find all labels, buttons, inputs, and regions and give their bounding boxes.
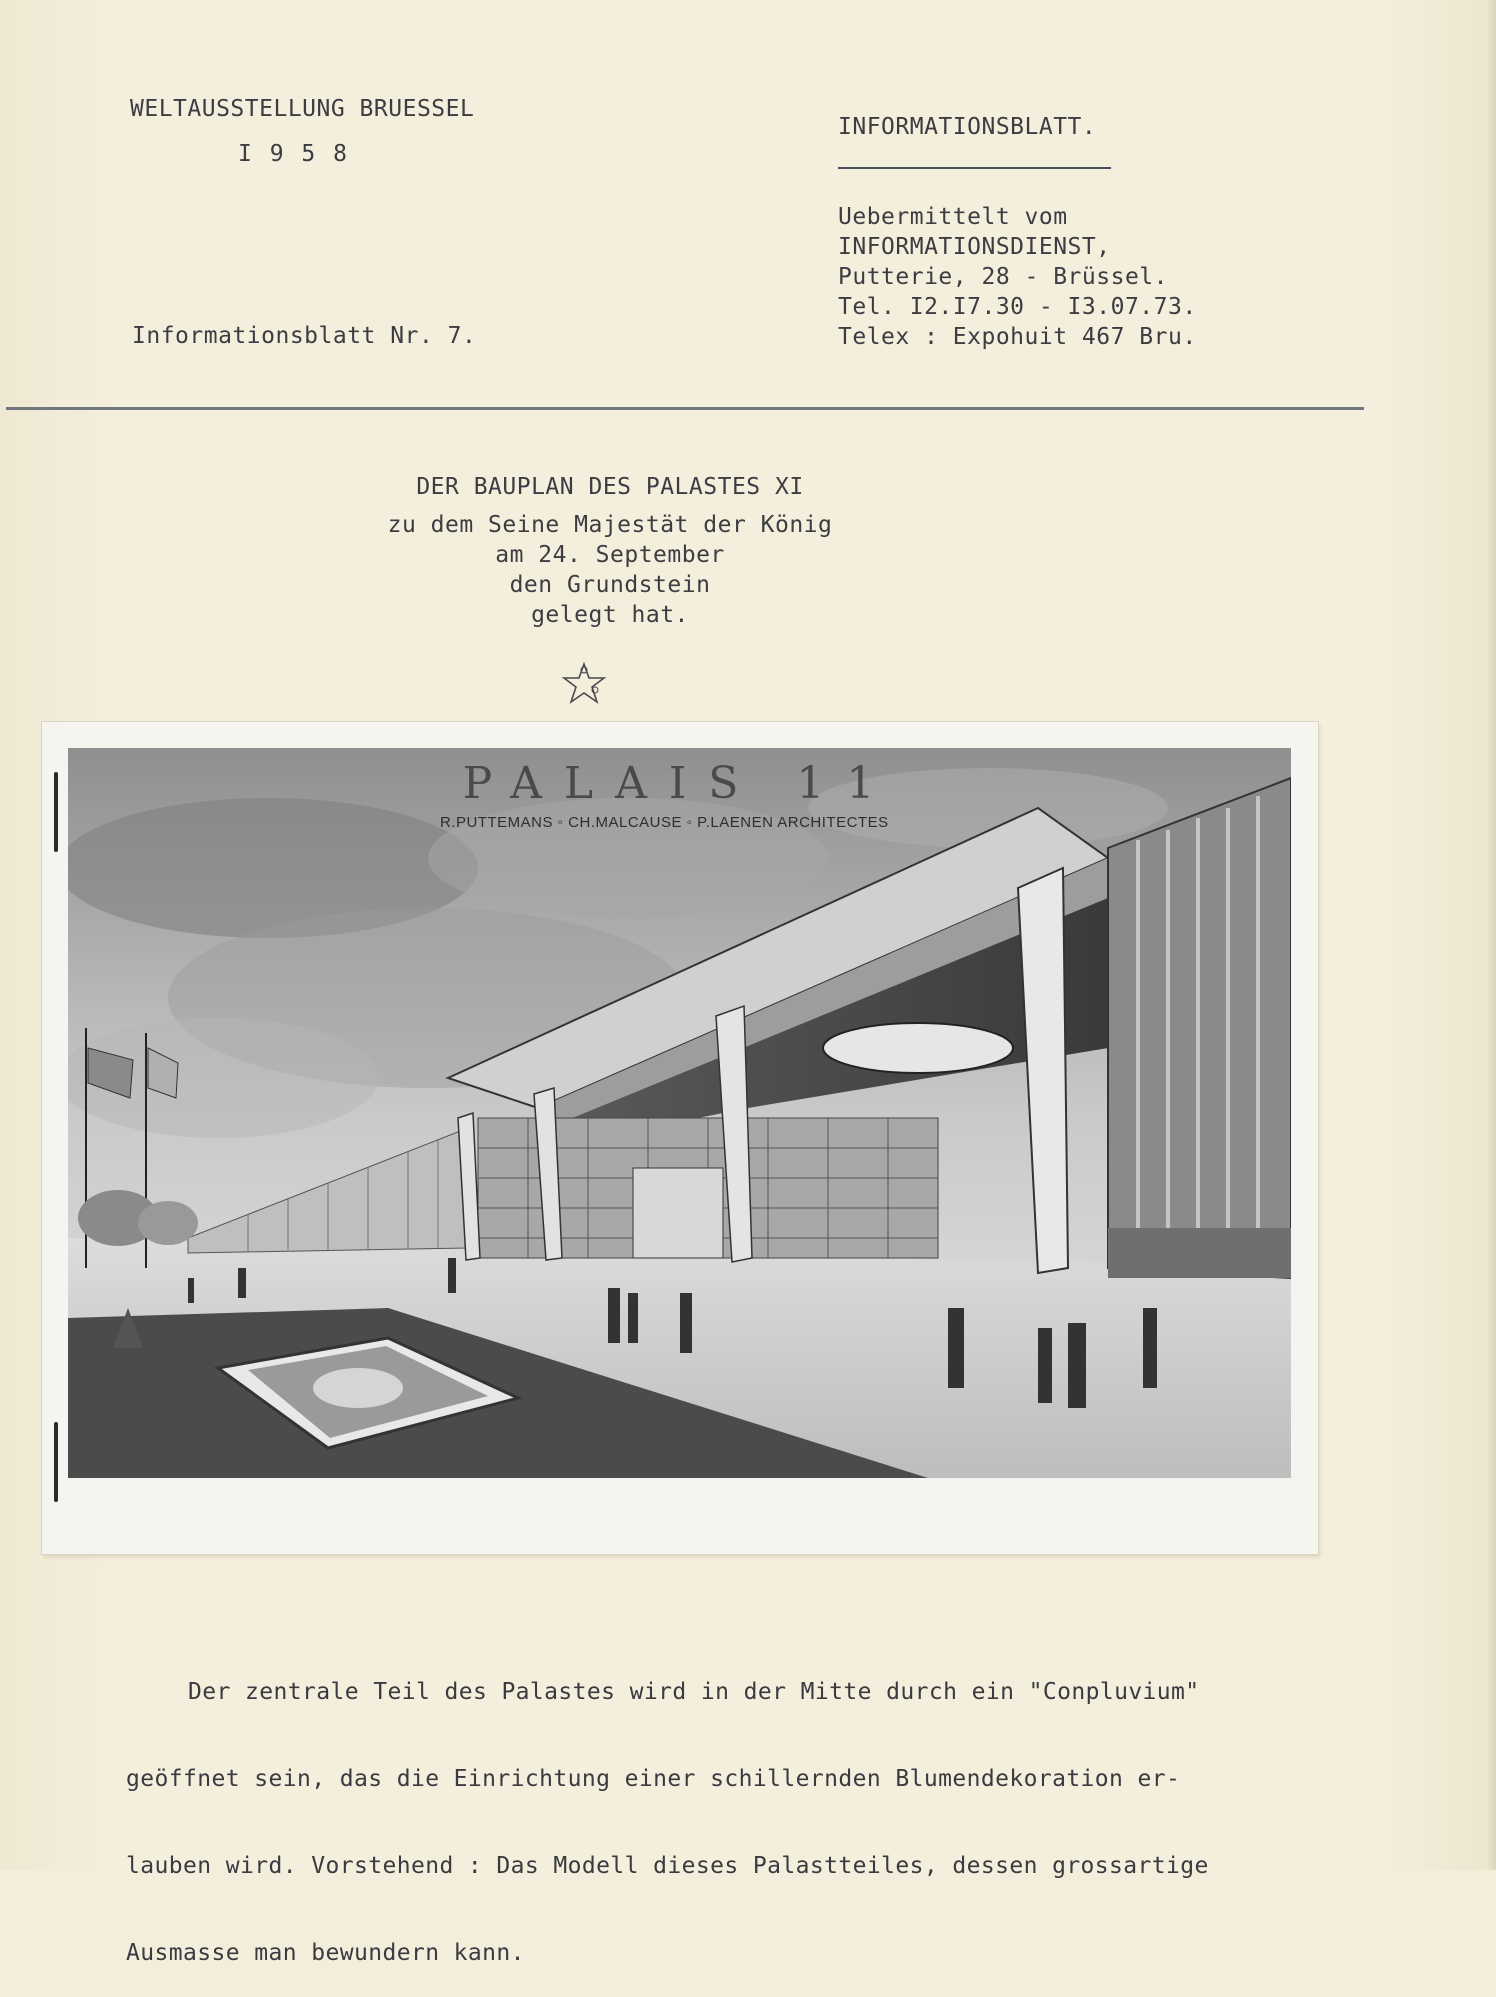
address-line: Putterie, 28 - Brüssel. — [838, 264, 1168, 290]
caption-line-3: lauben wird. Vorstehend : Das Modell dieses Palastteiles, dessen grossartige — [126, 1853, 1209, 1879]
exhibition-year: I 9 5 8 — [238, 141, 349, 167]
phone-line: Tel. I2.I7.30 - I3.07.73. — [838, 294, 1197, 320]
caption-line-2: geöffnet sein, das die Einrichtung einer schillernden Blumendekoration er- — [126, 1766, 1181, 1792]
sheet-number: Informationsblatt Nr. 7. — [132, 323, 477, 349]
headline-line-3: am 24. September — [495, 542, 725, 568]
header-divider — [6, 407, 1364, 410]
page-edge-shadow — [1486, 0, 1496, 1870]
headline-title: DER BAUPLAN DES PALASTES XI — [416, 474, 804, 500]
sender-line-2: INFORMATIONSDIENST, — [838, 234, 1111, 260]
architectural-drawing — [68, 748, 1291, 1478]
exhibition-title: WELTAUSSTELLUNG BRUESSEL — [130, 96, 475, 122]
info-sheet-title: INFORMATIONSBLATT. — [838, 114, 1097, 140]
sender-line-1: Uebermittelt vom — [838, 204, 1068, 230]
staple-bottom — [54, 1422, 58, 1502]
caption-line-1: Der zentrale Teil des Palastes wird in der Mitte durch ein "Conpluvium" — [188, 1679, 1200, 1705]
caption-line-4: Ausmasse man bewundern kann. — [126, 1940, 525, 1966]
expo58-star-icon — [560, 660, 608, 708]
title-underline — [838, 167, 1111, 169]
headline-block — [340, 472, 880, 630]
staple-top — [54, 772, 58, 852]
headline-line-5: gelegt hat. — [531, 602, 689, 628]
palace-sketch-illustration — [68, 748, 1291, 1478]
headline-line-2: zu dem Seine Majestät der König — [387, 512, 833, 538]
photo-caption — [126, 1620, 1209, 1997]
telex-line: Telex : Expohuit 467 Bru. — [838, 324, 1197, 350]
architects-credit: R.PUTTEMANS ◦ CH.MALCAUSE ◦ P.LAENEN ARCHITECTES — [440, 814, 889, 831]
palace-title: PALAIS 11 — [462, 758, 897, 809]
headline-line-4: den Grundstein — [509, 572, 711, 598]
